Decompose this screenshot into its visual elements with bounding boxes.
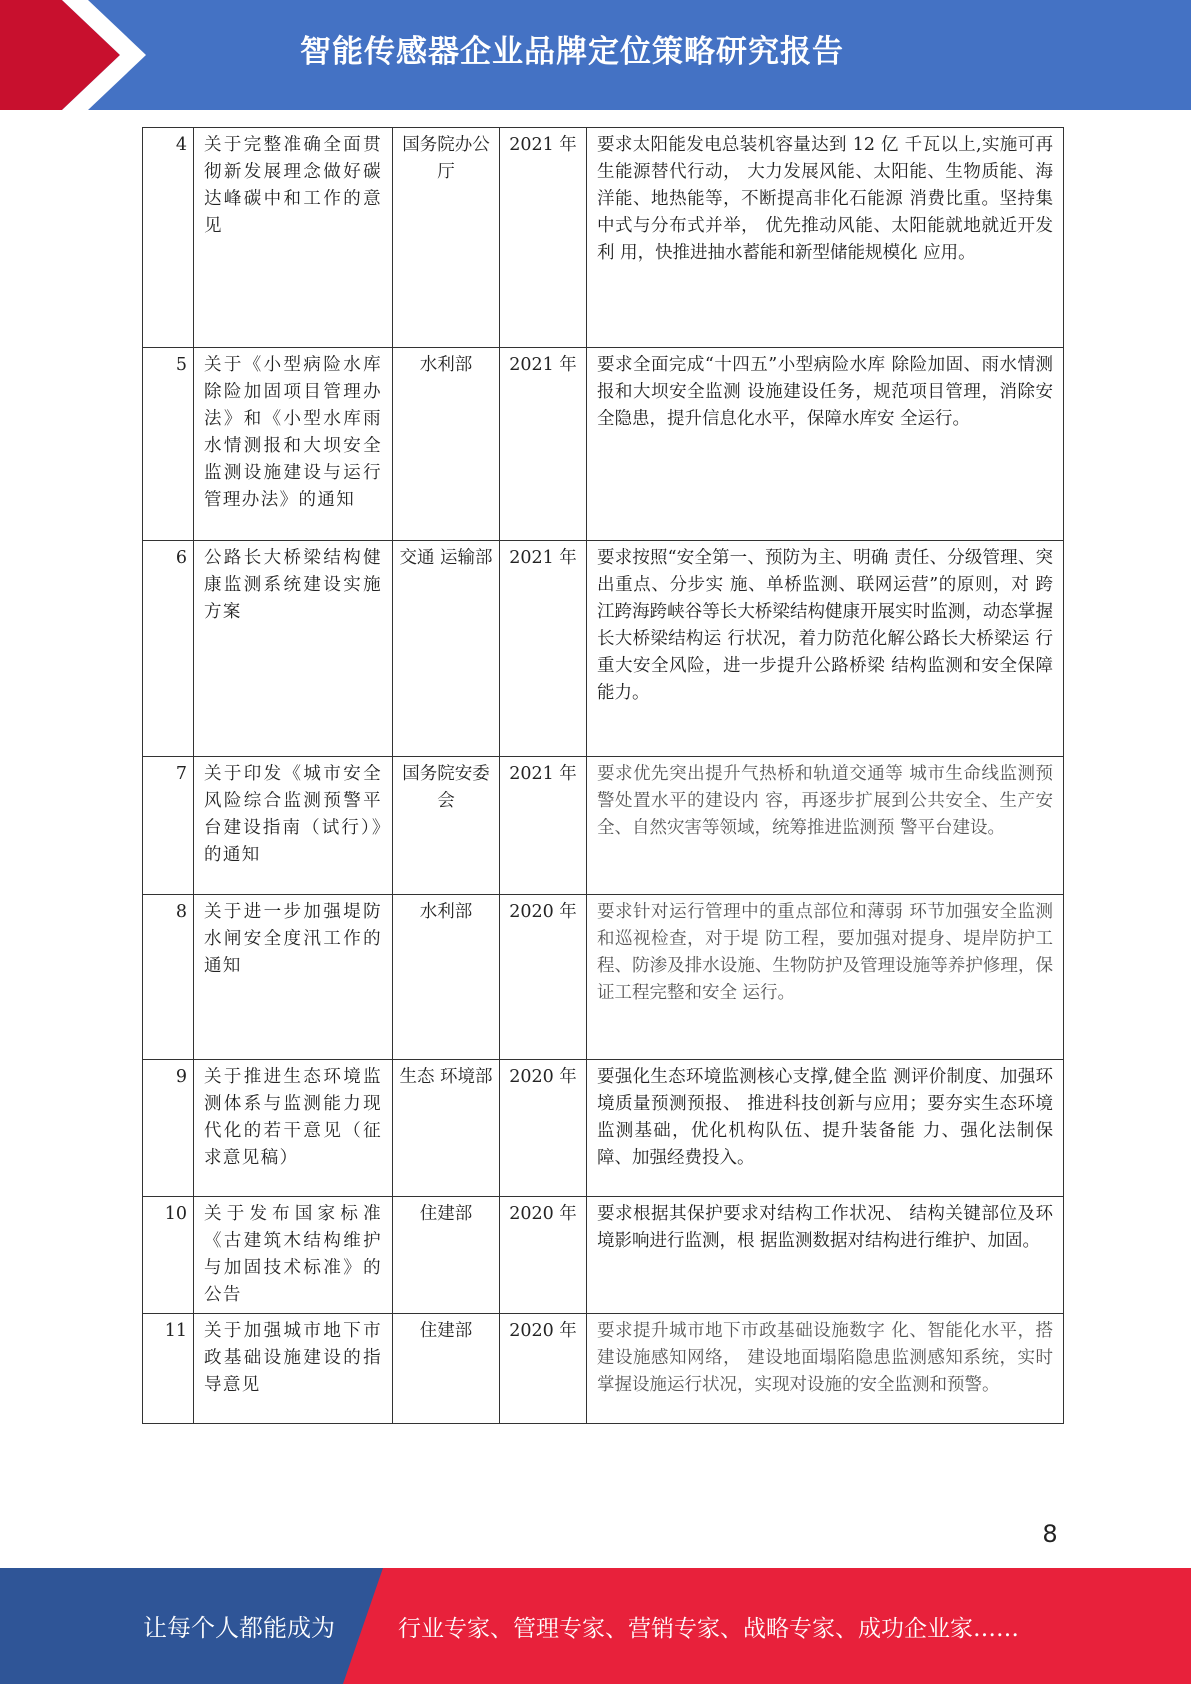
- page-number: 8: [1042, 1520, 1058, 1548]
- policy-title: 关于《小型病险水库除险加固项目管理办法》和《小型水库雨水情测报和大坝安全监测设施建设与运行管理办法》的通知: [194, 348, 393, 541]
- issuing-department: 住建部: [393, 1197, 500, 1314]
- table-row: [143, 541, 1064, 757]
- issue-year: 2021 年: [500, 128, 587, 348]
- policy-content: 要求按照“安全第一、预防为主、明确 责任、分级管理、突出重点、分步实 施、单桥监测、联网运营”的原则，对 跨江跨海跨峡谷等长大桥梁结构健康开展实时监测，动态掌握长大桥梁结构运 行状况，着力防范化解公路长大桥梁运 行重大安全风险，进一步提升公路桥梁 结构监测和安全保障能力。: [587, 541, 1064, 757]
- policy-content: 要求太阳能发电总装机容量达到 12 亿 千瓦以上,实施可再生能源替代行动， 大力发展风能、太阳能、生物质能、海 洋能、地热能等，不断提高非化石能源 消费比重。坚持集中式与分布式并举， 优先推动风能、太阳能就地就近开发利 用，快推进抽水蓄能和新型储能规模化 应用。: [587, 128, 1064, 348]
- issuing-department: 交通 运输部: [393, 541, 500, 757]
- issuing-department: 住建部: [393, 1314, 500, 1424]
- table-row: [143, 1197, 1064, 1314]
- table-row: [143, 128, 1064, 348]
- policy-title: 关于印发《城市安全风险综合监测预警平台建设指南（试行）》的通知: [194, 757, 393, 895]
- policy-title: 公路长大桥梁结构健康监测系统建设实施方案: [194, 541, 393, 757]
- policy-table: [142, 127, 1064, 1424]
- policy-title: 关于完整准确全面贯彻新发展理念做好碳达峰碳中和工作的意见: [194, 128, 393, 348]
- header-banner: [0, 0, 1191, 110]
- policy-content: 要强化生态环境监测核心支撑,健全监 测评价制度、加强环境质量预测预报、 推进科技创新与应用；要夯实生态环境 监测基础，优化机构队伍、提升装备能 力、强化法制保障、加强经费投入。: [587, 1060, 1064, 1197]
- table-row: [143, 757, 1064, 895]
- issue-year: 2020 年: [500, 1197, 587, 1314]
- row-number: 9: [143, 1060, 194, 1197]
- policy-title: 关于推进生态环境监测体系与监测能力现代化的若干意见（征求意见稿）: [194, 1060, 393, 1197]
- policy-title: 关于发布国家标准《古建筑木结构维护与加固技术标准》的公告: [194, 1197, 393, 1314]
- policy-content: 要求优先突出提升气热桥和轨道交通等 城市生命线监测预警处置水平的建设内 容，再逐步扩展到公共安全、生产安 全、自然灾害等领域，统筹推进监测预 警平台建设。: [587, 757, 1064, 895]
- policy-title: 关于加强城市地下市政基础设施建设的指导意见: [194, 1314, 393, 1424]
- table-row: [143, 348, 1064, 541]
- row-number: 4: [143, 128, 194, 348]
- policy-content: 要求全面完成“十四五”小型病险水库 除险加固、雨水情测报和大坝安全监测 设施建设任务，规范项目管理，消除安 全隐患，提升信息化水平，保障水库安 全运行。: [587, 348, 1064, 541]
- issue-year: 2020 年: [500, 1060, 587, 1197]
- policy-content: 要求提升城市地下市政基础设施数字 化、智能化水平，搭建设施感知网络， 建设地面塌陷隐患监测感知系统，实时 掌握设施运行状况，实现对设施的安全监测和预警。: [587, 1314, 1064, 1424]
- issuing-department: 水利部: [393, 348, 500, 541]
- table-row: [143, 895, 1064, 1060]
- header-arrow-icon: [0, 0, 150, 110]
- policy-title: 关于进一步加强堤防水闸安全度汛工作的通知: [194, 895, 393, 1060]
- issue-year: 2021 年: [500, 541, 587, 757]
- issuing-department: 国务院办公厅: [393, 128, 500, 348]
- issuing-department: 国务院安委会: [393, 757, 500, 895]
- row-number: 7: [143, 757, 194, 895]
- table-row: [143, 1060, 1064, 1197]
- footer-slogan-left: 让每个人都能成为: [143, 1614, 335, 1642]
- table-row: [143, 1314, 1064, 1424]
- footer-slogan-right: 行业专家、管理专家、营销专家、战略专家、成功企业家……: [398, 1616, 1019, 1642]
- issue-year: 2020 年: [500, 1314, 587, 1424]
- footer-banner: [0, 1568, 1191, 1684]
- report-title: 智能传感器企业品牌定位策略研究报告: [300, 34, 844, 70]
- row-number: 6: [143, 541, 194, 757]
- issuing-department: 生态 环境部: [393, 1060, 500, 1197]
- row-number: 8: [143, 895, 194, 1060]
- issue-year: 2021 年: [500, 757, 587, 895]
- row-number: 10: [143, 1197, 194, 1314]
- issue-year: 2021 年: [500, 348, 587, 541]
- row-number: 5: [143, 348, 194, 541]
- policy-content: 要求根据其保护要求对结构工作状况、 结构关键部位及环境影响进行监测，根 据监测数据对结构进行维护、加固。: [587, 1197, 1064, 1314]
- issuing-department: 水利部: [393, 895, 500, 1060]
- row-number: 11: [143, 1314, 194, 1424]
- policy-content: 要求针对运行管理中的重点部位和薄弱 环节加强安全监测和巡视检查，对于堤 防工程，要加强对提身、堤岸防护工 程、防渗及排水设施、生物防护及管理设施等养护修理，保证工程完整和安全 运行。: [587, 895, 1064, 1060]
- issue-year: 2020 年: [500, 895, 587, 1060]
